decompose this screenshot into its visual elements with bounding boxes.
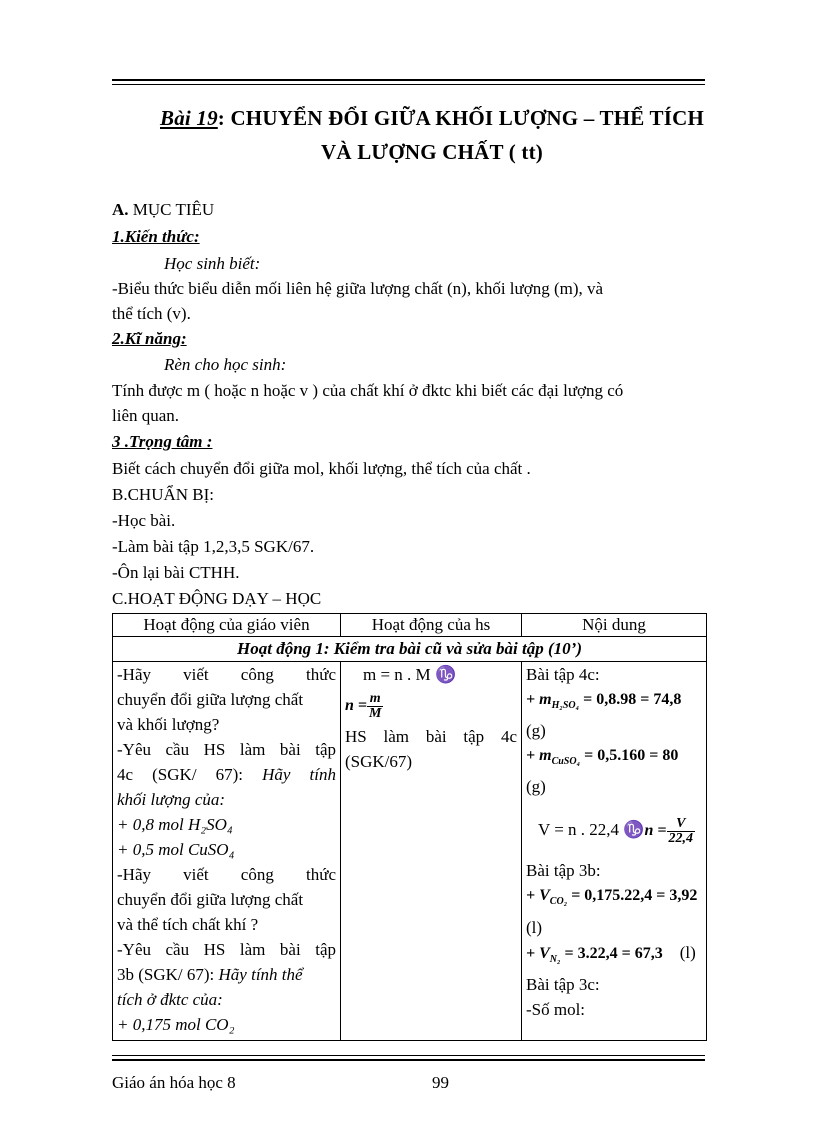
skills-text-1: Tính được m ( hoặc n hoặc v ) của chất khí ở đktc khi biết các đại lượng có — [112, 381, 624, 400]
prep-item-3: -Ôn lại bài CTHH. — [112, 563, 240, 582]
header-rule-thin — [112, 84, 705, 85]
knowledge-heading: 1.Kiến thức: — [112, 227, 200, 246]
exercise-3b-label: Bài tập 3b: — [526, 861, 601, 881]
header-student: Hoạt động của hs — [341, 614, 522, 637]
unit-label: (l) — [526, 917, 543, 937]
section-b-heading: B.CHUẨN BỊ: — [112, 485, 215, 504]
equation-volume-n2: + $V_{N_2} = 3.22,4 = 67,3$ (l) — [526, 942, 696, 965]
header-teacher: Hoạt động của giáo viên — [113, 614, 341, 637]
lesson-title-line-1: Bài 19: CHUYỂN ĐỔI GIỮA KHỐI LƯỢNG – THỂ TÍCH — [160, 106, 704, 130]
teacher-line: + 0,8 mol H₂SO₄ — [117, 815, 233, 834]
teacher-line: khối lượng của: — [117, 790, 226, 809]
knowledge-text-1: -Biểu thức biểu diễn mối liên hệ giữa lượng chất (n), khối lượng (m), và — [112, 279, 604, 298]
student-line: (SGK/67) — [345, 752, 413, 771]
fraction: $\frac{m}{M}$ — [369, 690, 382, 721]
teacher-cell — [113, 662, 341, 1041]
teacher-line: chuyển đổi giữa lượng chất — [117, 890, 304, 909]
skills-subtitle: Rèn cho học sinh: — [164, 355, 287, 374]
header-content: Nội dung — [522, 614, 707, 637]
section-c-heading: C.HOẠT ĐỘNG DẠY – HỌC — [112, 589, 322, 608]
equation-mass-h2so4: + $m_{H_2SO_4} = 0,8.98 = 74,8$ — [526, 691, 682, 712]
footer-rule-thick — [112, 1059, 705, 1061]
fraction: $\frac{V}{22,4}$ — [668, 815, 693, 846]
lesson-title-line-2: VÀ LƯỢNG CHẤT ( tt) — [321, 140, 543, 164]
focus-text: Biết cách chuyển đổi giữa mol, khối lượng, thể tích của chất . — [112, 459, 531, 478]
equation-volume-co2: + $V_{CO_2} = 0,175.22,4 = 3,92$ — [526, 887, 698, 908]
footer-title: Giáo án hóa học 8 — [112, 1073, 236, 1092]
student-line: HS làm bài tập 4c — [345, 727, 517, 746]
footer-rule-thin — [112, 1055, 705, 1056]
teacher-line: -Hãy viết công thức — [117, 865, 336, 884]
teacher-line: và thể tích chất khí ? — [117, 915, 259, 934]
teacher-line: + 0,175 mol CO₂ — [117, 1015, 235, 1034]
arrow-symbol: ♑ — [623, 820, 645, 840]
teacher-line: -Yêu cầu HS làm bài tập — [117, 740, 336, 759]
activity-title: Hoạt động 1: Kiểm tra bài cũ và sửa bài tập (10’) — [113, 637, 707, 662]
knowledge-text-2: thể tích (v). — [112, 304, 191, 323]
mole-formula: n = $\frac{m}{M}$ — [345, 690, 382, 721]
teacher-line: 4c (SGK/ 67): Hãy tính — [117, 765, 336, 784]
equation-mass-cuso4: + $m_{CuSO_4} = 0,5.160 = 80$ — [526, 747, 679, 768]
prep-item-2: -Làm bài tập 1,2,3,5 SGK/67. — [112, 537, 315, 556]
content-cell — [522, 662, 707, 1041]
teacher-line: -Yêu cầu HS làm bài tập — [117, 940, 336, 959]
page-number: 99 — [432, 1073, 449, 1092]
mole-label: -Số mol: — [526, 999, 586, 1019]
table-header-row — [113, 614, 707, 637]
exercise-4c-label: Bài tập 4c: — [526, 665, 600, 684]
volume-formula: V = n . 22,4 ♑n = $\frac{V}{22,4}$ — [538, 815, 693, 846]
unit-label: (g) — [526, 777, 546, 797]
skills-text-2: liên quan. — [112, 406, 180, 425]
teacher-line: và khối lượng? — [117, 715, 220, 734]
teacher-line: + 0,5 mol CuSO₄ — [117, 840, 235, 859]
student-cell — [341, 662, 522, 1041]
skills-heading: 2.Kĩ năng: — [112, 329, 187, 348]
arrow-symbol: ♑ — [434, 665, 457, 684]
mass-formula: m = n . M ♑ — [363, 665, 457, 684]
header-rule-thick — [112, 79, 705, 81]
teacher-line: 3b (SGK/ 67): Hãy tính thể — [117, 965, 303, 984]
teacher-line: chuyển đổi giữa lượng chất — [117, 690, 304, 709]
table-row — [113, 662, 707, 1041]
lesson-activity-table — [112, 613, 707, 1041]
unit-label: (g) — [526, 721, 546, 741]
prep-item-1: -Học bài. — [112, 511, 176, 530]
exercise-3c-label: Bài tập 3c: — [526, 974, 600, 994]
knowledge-subtitle: Học sinh biết: — [164, 254, 261, 273]
teacher-line: tích ở đktc của: — [117, 990, 223, 1009]
section-a-heading: A. MỤC TIÊU — [112, 200, 215, 219]
focus-heading: 3 .Trọng tâm : — [112, 432, 213, 451]
activity-row — [113, 637, 707, 662]
teacher-line: -Hãy viết công thức — [117, 665, 336, 684]
